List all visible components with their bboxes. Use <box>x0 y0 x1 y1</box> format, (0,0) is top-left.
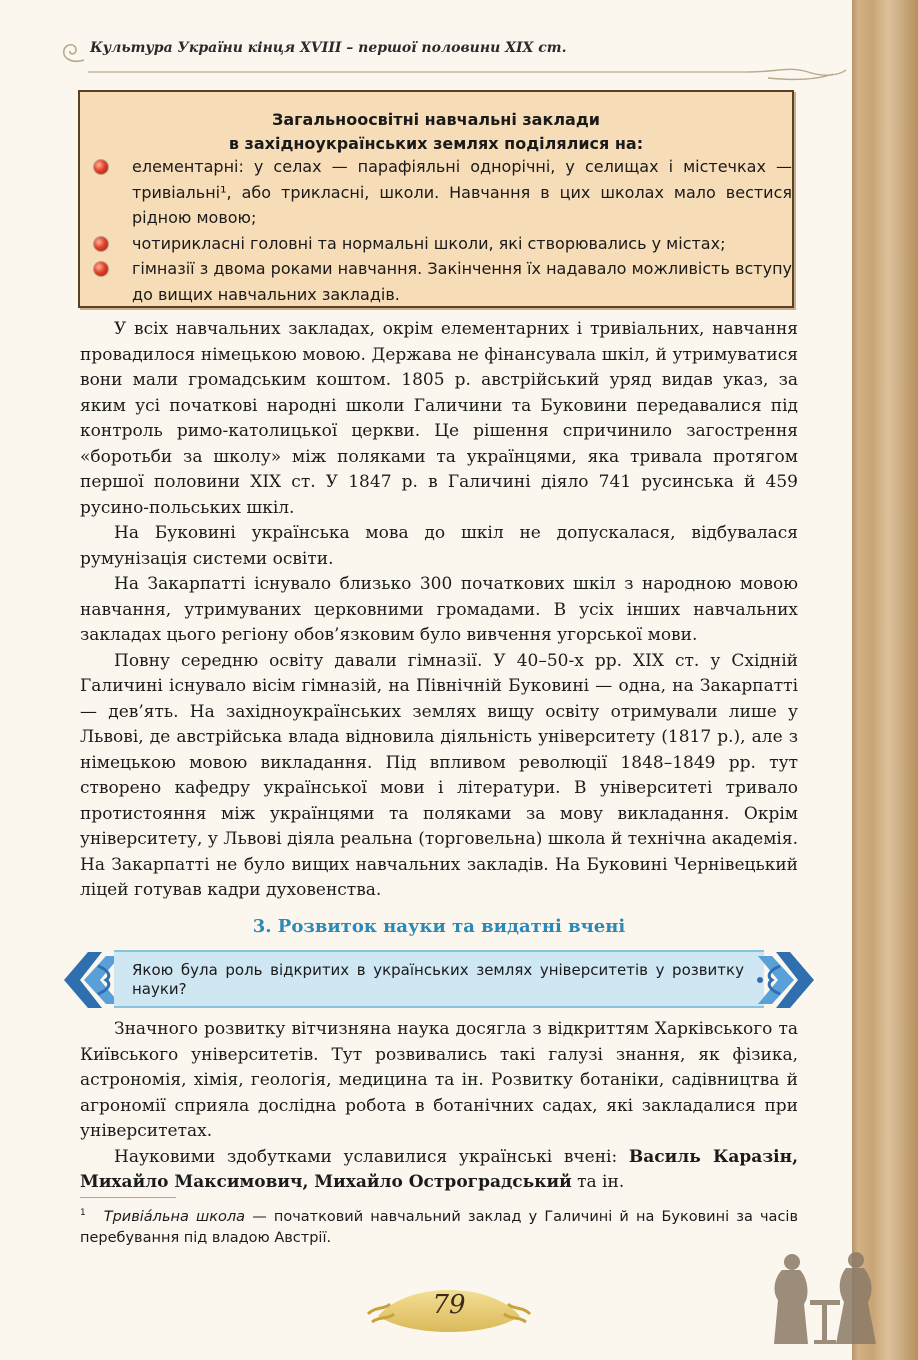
paragraph: У всіх навчальних закладах, окрім елементарних і тривіальних, навчання провадилося німецькою мовою. Держава не фінансувала шкіл, й утримуватися вони мали громадським коштом. 1805 р. австрійський уряд видав указ, за яким усі початкові народні школи Галичини та Буковини передавалися під контроль римо-католицької церкви. Це рішення спричинило загострення «боротьби за школу» між поляками та українцями, яка тривала протягом першої половини XIX ст. У 1847 р. в Галичині діяло 741 русинська й 459 русино-польських шкіл. <box>80 319 798 518</box>
footnote-text: — початковий навчальний заклад у Галичині й на Буковині за часів перебування під владою Австрії. <box>80 1209 798 1246</box>
info-box-title: Загальноосвітні навчальні заклади в західноукраїнських землях поділялися на: <box>228 110 644 153</box>
footnote <box>80 1203 798 1249</box>
red-bullet-icon <box>94 262 108 276</box>
paragraph: Науковими здобутками уславилися українські вчені: Василь Каразін, Михайло Максимович, Михайло Остроградський та ін. <box>80 1146 798 1192</box>
info-box-list <box>88 154 792 307</box>
paragraph: Значного розвитку вітчизняна наука досягла з відкриттям Харківського та Київського університетів. Тут розвивались такі галузі знання, як фізика, астрономія, хімія, геологія, медицина та ін. Розвитку ботаніки, садівництва й агрономії сприяла дослідна робота в ботанічних садах, які закладалися при університетах. <box>80 1019 798 1141</box>
decorative-side-strip <box>852 0 918 1360</box>
footnote-divider <box>80 1197 176 1198</box>
scientist-names: Василь Каразін, Михайло Максимович, Михайло Остроградський <box>80 1146 798 1192</box>
list-item: чотирикласні головні та нормальні школи, які створювались у містах; <box>88 231 792 257</box>
list-item: гімназії з двома роками навчання. Закінчення їх надавало можливість вступу до вищих навчальних закладів. <box>88 256 792 307</box>
paragraph: На Буковині українська мова до шкіл не допускалася, відбувалася румунізація системи освіти. <box>80 523 798 569</box>
page-number-badge <box>366 1276 532 1336</box>
page-number: 79 <box>432 1290 466 1320</box>
header-title: Культура України кінця XVIII – першої половини XIX ст. <box>90 40 567 56</box>
red-bullet-icon <box>94 160 108 174</box>
question-box <box>114 950 764 1008</box>
footnote-marker: 1 <box>80 1208 86 1218</box>
list-item: елементарні: у селах — парафіяльні однорічні, у селищах і містечках — тривіальні¹, або трикласні, школи. Навчання в цих школах мало вестися рідною мовою; <box>88 154 792 231</box>
header-rule-ornament-icon <box>88 68 848 82</box>
section-heading: 3. Розвиток науки та видатні вчені <box>252 916 626 937</box>
question-banner <box>58 946 820 1014</box>
people-at-table-silhouette-icon <box>764 1248 884 1348</box>
red-bullet-icon <box>94 237 108 251</box>
info-box <box>78 90 794 308</box>
right-ornament-icon <box>750 946 820 1014</box>
main-text <box>80 317 798 904</box>
footnote-term: Тривіáльна школа <box>103 1209 246 1225</box>
paragraph: На Закарпатті існувало близько 300 початкових шкіл з народною мовою навчання, утримуваних церковними громадами. В усіх інших навчальних закладах цього регіону обов’язковим було вивчення угорської мови. <box>80 574 798 645</box>
question-text: Якою була роль відкритих в українських землях університетів у розвитку науки? <box>132 961 744 998</box>
paragraph: Повну середню освіту давали гімназії. У 40–50-х рр. XIX ст. у Східній Галичині існувало вісім гімназій, на Північній Буковині — одна, на Закарпатті — дев’ять. На західноукраїнських землях вищу освіту отримували лише у Львові, де австрійська влада відновила діяльність університету (1817 р.), але з німецькою мовою викладання. Під впливом революції 1848–1849 рр. тут створено кафедру української мови і літератури. В університеті тривало протистояння між українцями та поляками за мову викладання. Окрім університету, у Львові діяла реальна (торговельна) школа й технічна академія. На Закарпатті не було вищих навчальних закладів. На Буковині Чернівецький ліцей готував кадри духовенства. <box>80 650 798 900</box>
science-text <box>80 1017 798 1196</box>
running-header <box>58 34 848 78</box>
swirl-ornament-icon <box>58 38 88 68</box>
